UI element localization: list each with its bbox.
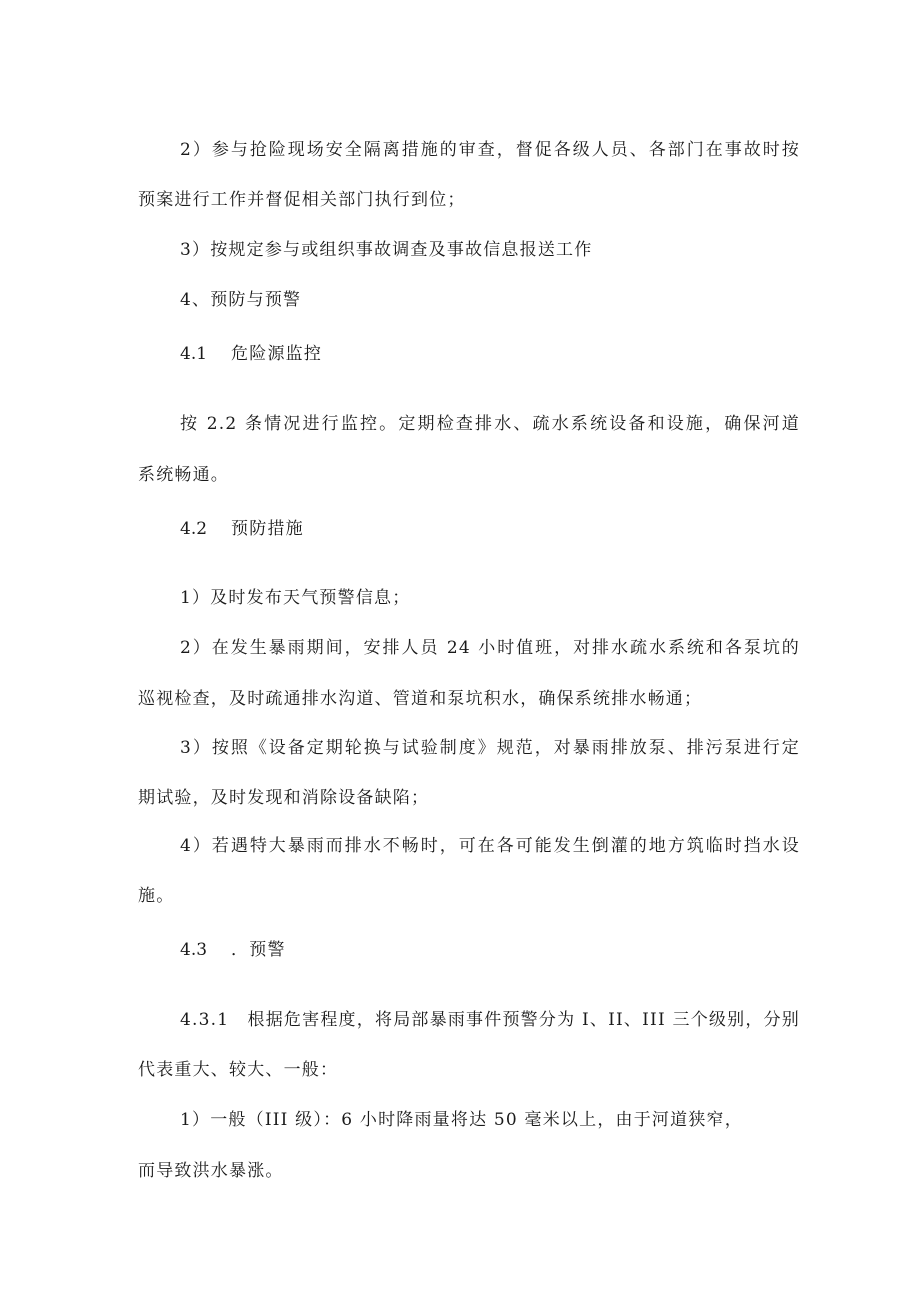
paragraph-line: 2）参与抢险现场安全隔离措施的审查，督促各级人员、各部门在事故时按 [180, 140, 800, 160]
paragraph-line: 代表重大、较大、一般： [138, 1060, 339, 1080]
paragraph-line: 4）若遇特大暴雨而排水不畅时，可在各可能发生倒灌的地方筑临时挡水设 [180, 836, 800, 856]
paragraph-line: 3）按规定参与或组织事故调查及事故信息报送工作 [180, 240, 593, 260]
paragraph-line: 预案进行工作并督促相关部门执行到位； [138, 190, 466, 210]
subsection-heading [180, 938, 800, 962]
paragraph-line: 1）及时发布天气预警信息； [180, 588, 411, 608]
subsection-title: ．预警 [231, 940, 286, 960]
paragraph-line: 4.3.1 根据危害程度，将局部暴雨事件预警分为 I、II、III 三个级别，分别 [180, 1010, 800, 1030]
paragraph-line: 2）在发生暴雨期间，安排人员 24 小时值班，对排水疏水系统和各泵坑的 [180, 638, 800, 658]
paragraph-line: 而导致洪水暴涨。 [138, 1161, 284, 1181]
paragraph-line: 3）按照《设备定期轮换与试验制度》规范，对暴雨排放泵、排污泵进行定 [180, 738, 800, 758]
subsection-number: 4.1 [180, 344, 208, 364]
subsection-heading [180, 342, 800, 366]
paragraph-line: 按 2.2 条情况进行监控。定期检查排水、疏水系统设备和设施，确保河道 [180, 414, 800, 434]
paragraph-line: 期试验，及时发现和消除设备缺陷； [138, 788, 430, 808]
subsection-number: 4.3 [180, 940, 208, 960]
paragraph-line: 巡视检查，及时疏通排水沟道、管道和泵坑积水，确保系统排水畅通； [138, 689, 703, 709]
subsection-title: 危险源监控 [231, 344, 323, 364]
paragraph-line: 施。 [138, 886, 175, 906]
paragraph-line: 系统畅通。 [138, 465, 229, 485]
subsection-title: 预防措施 [231, 519, 304, 539]
subsection-number: 4.2 [180, 519, 208, 539]
subsection-heading [180, 517, 800, 541]
paragraph-line: 1）一般（III 级）：6 小时降雨量将达 50 毫米以上，由于河道狭窄， [180, 1110, 743, 1130]
section-heading: 4、预防与预警 [180, 290, 302, 310]
